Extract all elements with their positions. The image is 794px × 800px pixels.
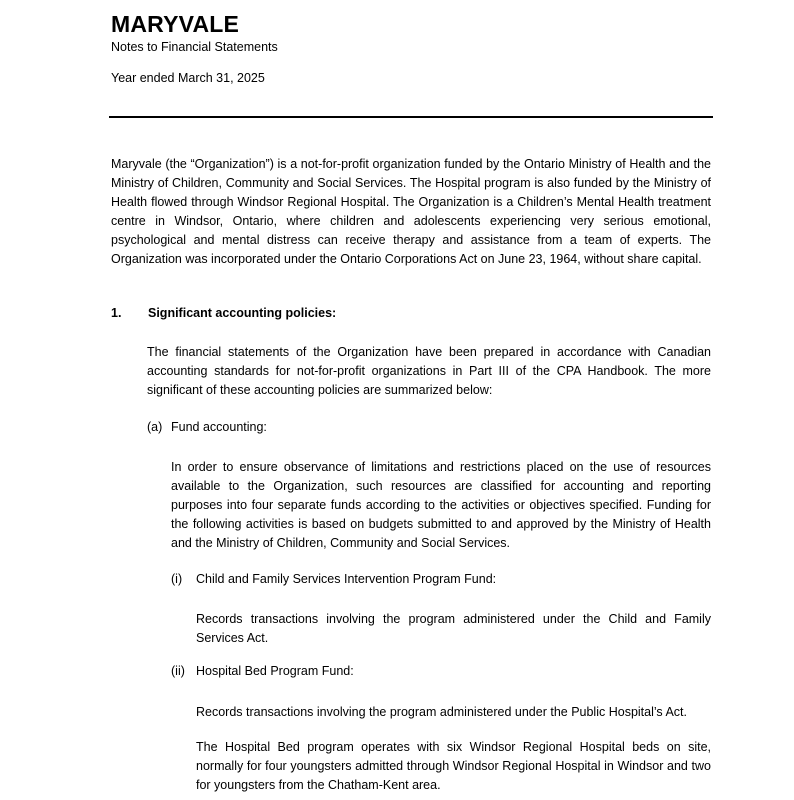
item-ii-heading: Hospital Bed Program Fund: bbox=[196, 664, 354, 678]
item-i-label: (i) bbox=[171, 572, 183, 586]
section-number: 1. bbox=[111, 306, 122, 320]
subsection-a-paragraph: In order to ensure observance of limitations and restrictions placed on the use of resources available to the Organization, such resources are classified for accounting and reporting purposes into four separate funds according to the activities or objectives specified. Funding for the following activities is based on budgets submitted to and approved by the Ministry of Health and the Ministry of Children, Community and Social Services. bbox=[171, 460, 711, 550]
item-i-paragraph: Records transactions involving the program administered under the Child and Family Services Act. bbox=[196, 612, 711, 645]
subsection-a-heading: Fund accounting: bbox=[171, 420, 267, 434]
header-divider bbox=[109, 116, 713, 118]
document-title: MARYVALE bbox=[111, 11, 240, 37]
reporting-period: Year ended March 31, 2025 bbox=[111, 71, 265, 85]
section-intro-paragraph: The financial statements of the Organization have been prepared in accordance with Canadian accounting standards for not-for-profit organizations in Part III of the CPA Handbook. The more significant of these accounting policies are summarized below: bbox=[147, 345, 711, 397]
item-i-heading: Child and Family Services Intervention Program Fund: bbox=[196, 572, 497, 586]
intro-paragraph: Maryvale (the “Organization”) is a not-for-profit organization funded by the Ontario Ministry of Health and the Ministry of Children, Community and Social Services. The Hospital program is also funded by the Ministry of Health flowed through Windsor Regional Hospital. The Organization is a Children’s Mental Health treatment centre in Windsor, Ontario, where children and adolescents experiencing very serious emotional, psychological and mental distress can receive therapy and assistance from a team of experts. The Organization was incorporated under the Ontario Corporations Act on June 23, 1964, without share capital. bbox=[111, 157, 711, 266]
item-ii-paragraph-1: Records transactions involving the program administered under the Public Hospital’s Act. bbox=[196, 705, 687, 719]
subsection-a-label: (a) bbox=[147, 420, 163, 434]
item-ii-paragraph-2: The Hospital Bed program operates with six Windsor Regional Hospital beds on site, normally for four youngsters admitted through Windsor Regional Hospital in Windsor and two for youngsters from the Chatham-Kent area. bbox=[196, 740, 711, 792]
document-subtitle: Notes to Financial Statements bbox=[111, 40, 278, 54]
section-heading: Significant accounting policies: bbox=[148, 306, 337, 320]
item-ii-label: (ii) bbox=[171, 664, 185, 678]
